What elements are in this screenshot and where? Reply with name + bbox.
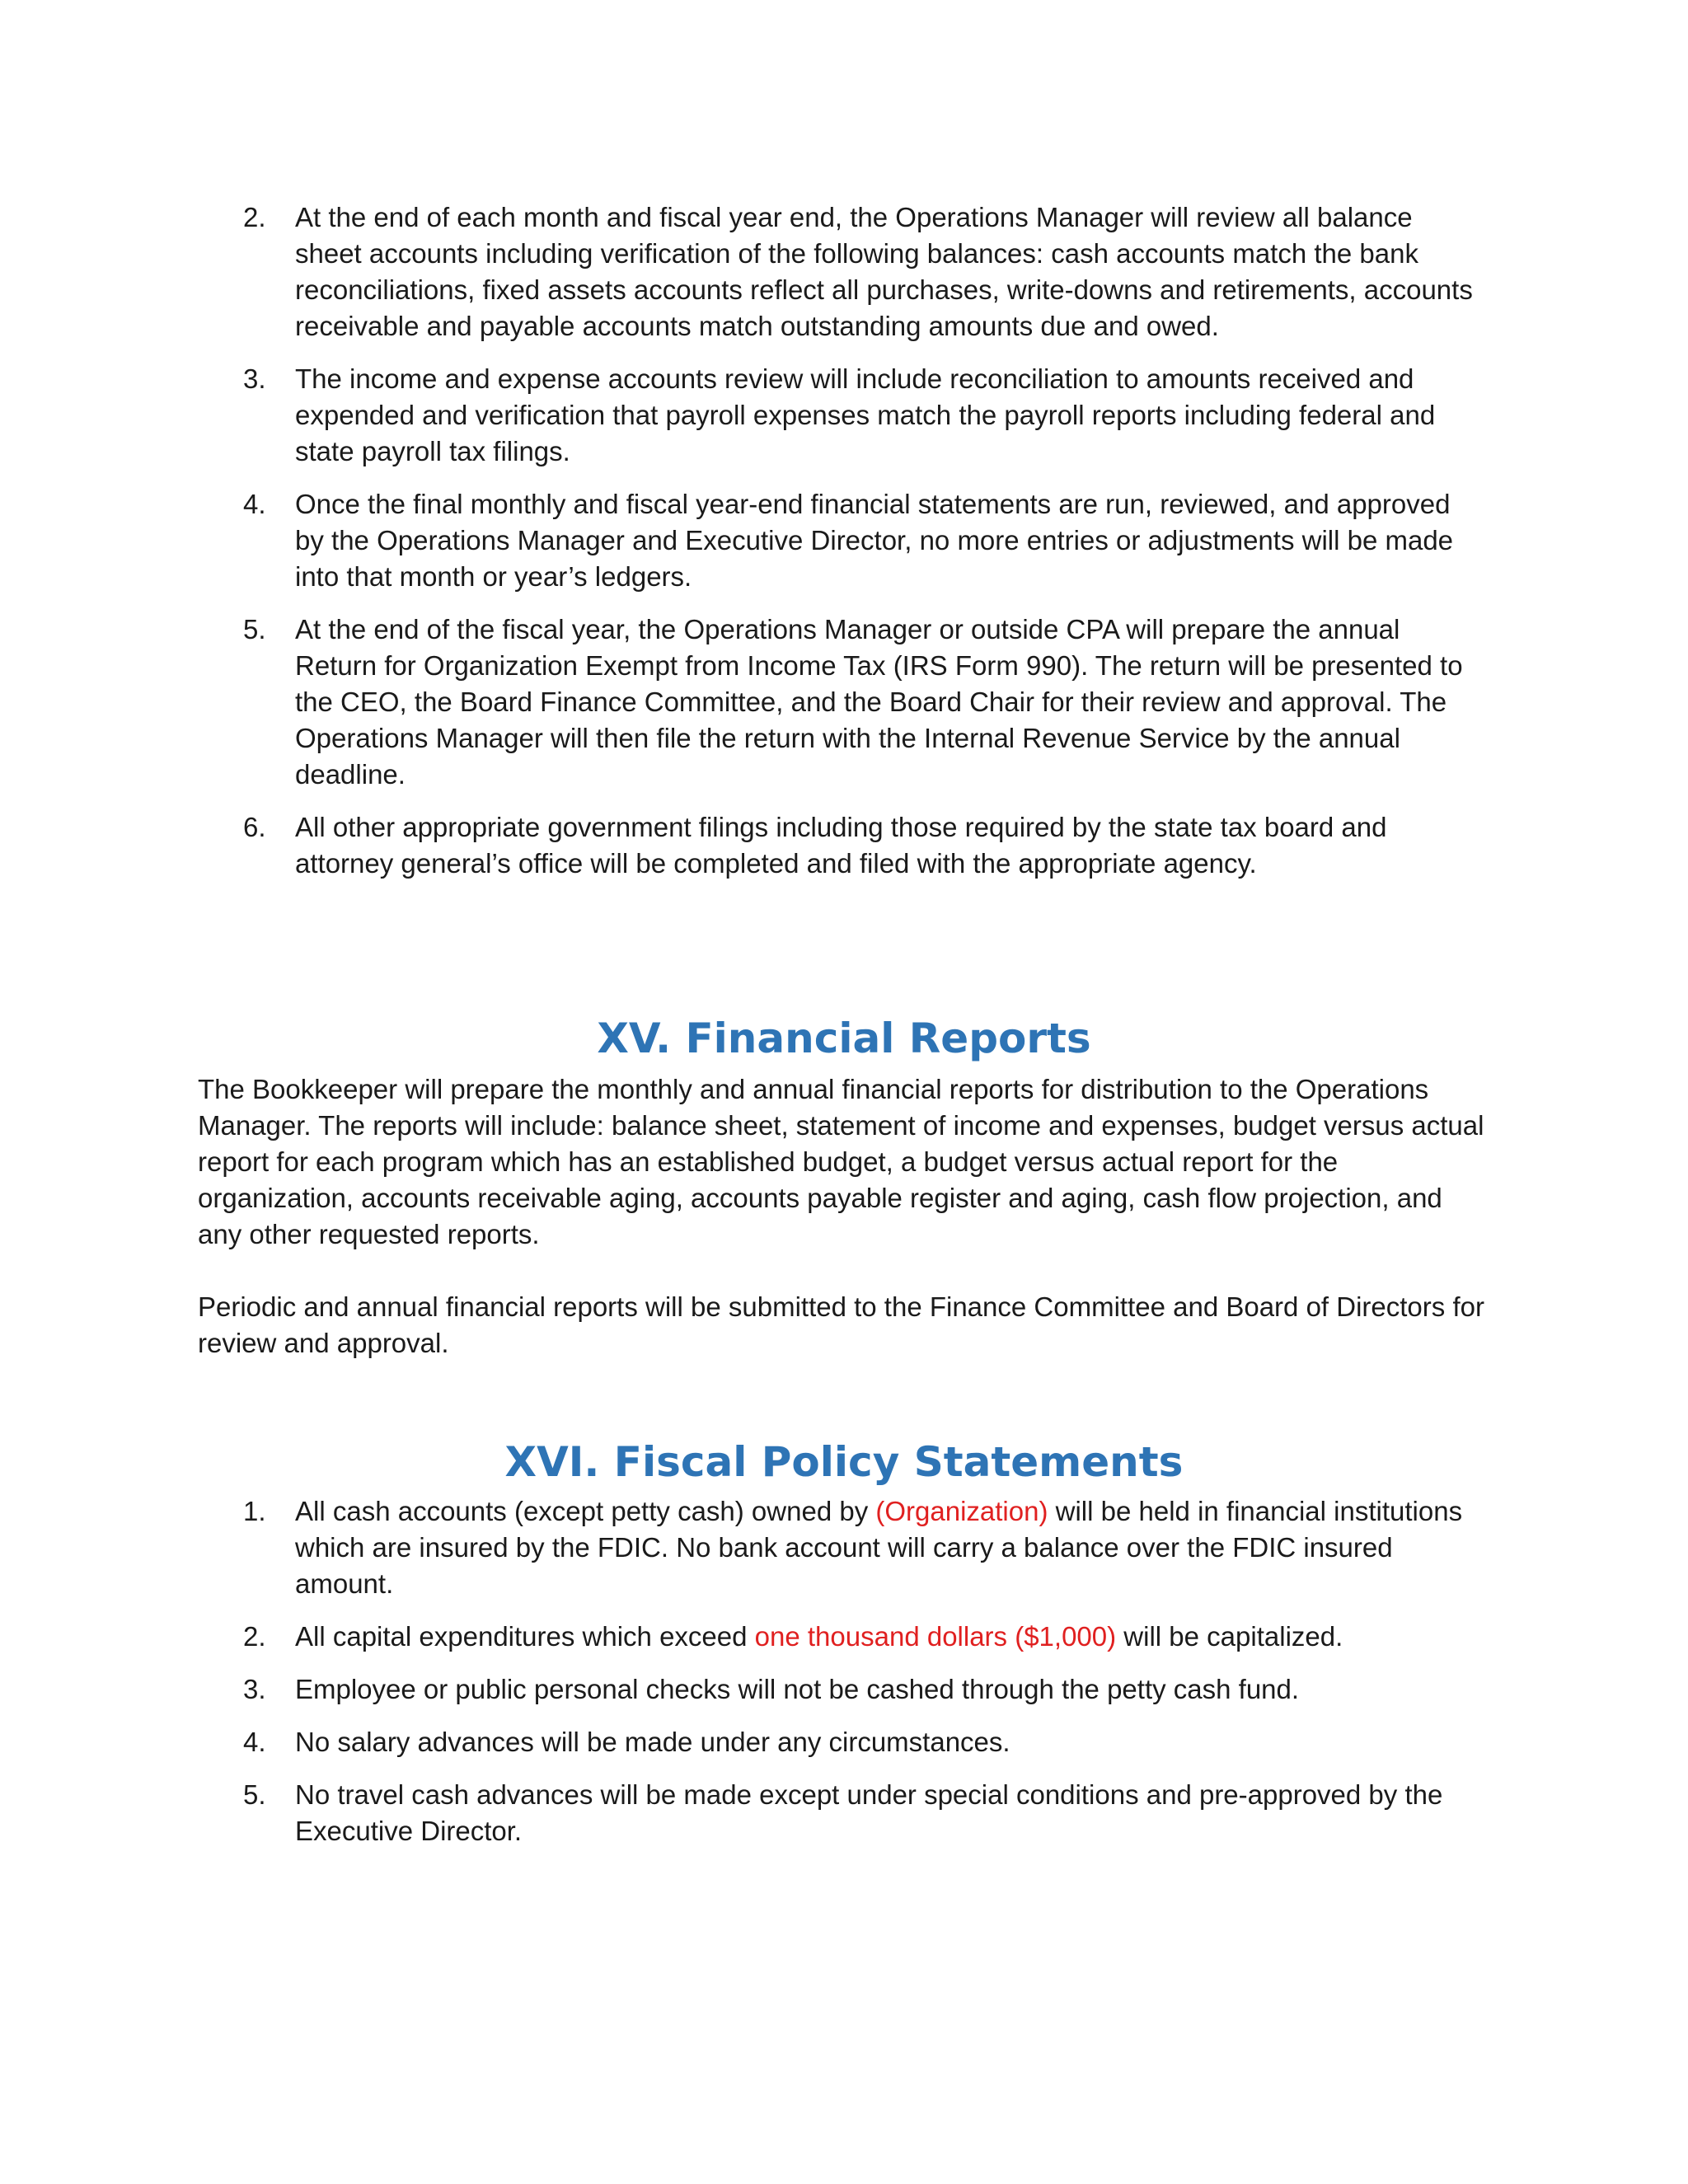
list-item-number: 5. <box>243 614 266 644</box>
list-item <box>198 1671 1484 1708</box>
list-item-text <box>295 1621 1343 1652</box>
list-item-text <box>295 1496 1462 1599</box>
list-item <box>198 1777 1484 1849</box>
list-item-text-before: All capital expenditures which exceed <box>295 1621 755 1652</box>
list-item-text: No travel cash advances will be made except under special conditions and pre-approved by the Executive Director. <box>295 1779 1443 1846</box>
section-heading-financial-reports: XV. Financial Reports <box>597 1015 1091 1062</box>
amount-placeholder: one thousand dollars ($1,000) <box>754 1621 1117 1652</box>
section-heading-fiscal-policy-statements: XVI. Fiscal Policy Statements <box>504 1438 1184 1486</box>
list-item-number: 6. <box>243 812 266 842</box>
list-item-text: All other appropriate government filings including those required by the state tax board and attorney general’s office will be completed and filed with the appropriate agency. <box>295 812 1387 879</box>
list-item-text-after: will be capitalized. <box>1116 1621 1343 1652</box>
list-item-number: 4. <box>243 1727 266 1757</box>
list-item <box>198 1724 1484 1760</box>
list-item-text-after: will be held in financial institutions which are insured by the FDIC. No bank account will carry a balance over the FDIC insured amount. <box>295 1496 1463 1599</box>
list-item <box>198 809 1484 882</box>
list-item-text: No salary advances will be made under any circumstances. <box>295 1727 1010 1757</box>
list-item-number: 3. <box>243 1674 266 1704</box>
list-item-text: At the end of the fiscal year, the Operations Manager or outside CPA will prepare the annual Return for Organization Exempt from Income Tax (IRS Form 990). The return will be presented to the CEO, the Board Finance Committee, and the Board Chair for their review and approval. The Operations Manager will then file the return with the Internal Revenue Service by the annual deadline. <box>295 614 1463 790</box>
financial-reports-paragraph: The Bookkeeper will prepare the monthly and annual financial reports for distribution to the Operations Manager. The reports will include: balance sheet, statement of income and expenses, budget versus actual report for each program which has an established budget, a budget versus actual report for the organization, accounts receivable aging, accounts payable register and aging, cash flow projection, and any other requested reports. <box>198 1074 1484 1249</box>
list-item-number: 3. <box>243 363 266 394</box>
list-item-number: 5. <box>243 1779 266 1810</box>
fiscal-policy-list <box>198 1493 1484 1866</box>
list-item-text: Once the final monthly and fiscal year-end financial statements are run, reviewed, and approved by the Operations Manager and Executive Director, no more entries or adjustments will be made into that month or year’s ledgers. <box>295 489 1454 592</box>
list-item <box>198 486 1484 595</box>
list-item-number: 4. <box>243 489 266 519</box>
review-procedures-list <box>198 199 1484 898</box>
list-item-text: The income and expense accounts review will include reconciliation to amounts received and expended and verification that payroll expenses match the payroll reports including federal and state payroll tax filings. <box>295 363 1436 466</box>
list-item <box>198 612 1484 793</box>
list-item-text: Employee or public personal checks will not be cashed through the petty cash fund. <box>295 1674 1300 1704</box>
list-item-number: 2. <box>243 1621 266 1652</box>
list-item-text: At the end of each month and fiscal year end, the Operations Manager will review all balance sheet accounts including verification of the following balances: cash accounts match the bank reconciliations, fixed assets accounts reflect all purchases, write-downs and retirements, accounts receivable and payable accounts match outstanding amounts due and owed. <box>295 202 1473 341</box>
list-item-text-before: All cash accounts (except petty cash) owned by <box>295 1496 876 1526</box>
list-item <box>198 361 1484 470</box>
list-item-number: 1. <box>243 1496 266 1526</box>
financial-reports-approval-paragraph: Periodic and annual financial reports will be submitted to the Finance Committee and Board of Directors for review and approval. <box>198 1291 1484 1358</box>
list-item <box>198 1493 1484 1602</box>
list-item-number: 2. <box>243 202 266 232</box>
list-item <box>198 199 1484 344</box>
list-item <box>198 1619 1484 1655</box>
organization-placeholder: (Organization) <box>875 1496 1048 1526</box>
